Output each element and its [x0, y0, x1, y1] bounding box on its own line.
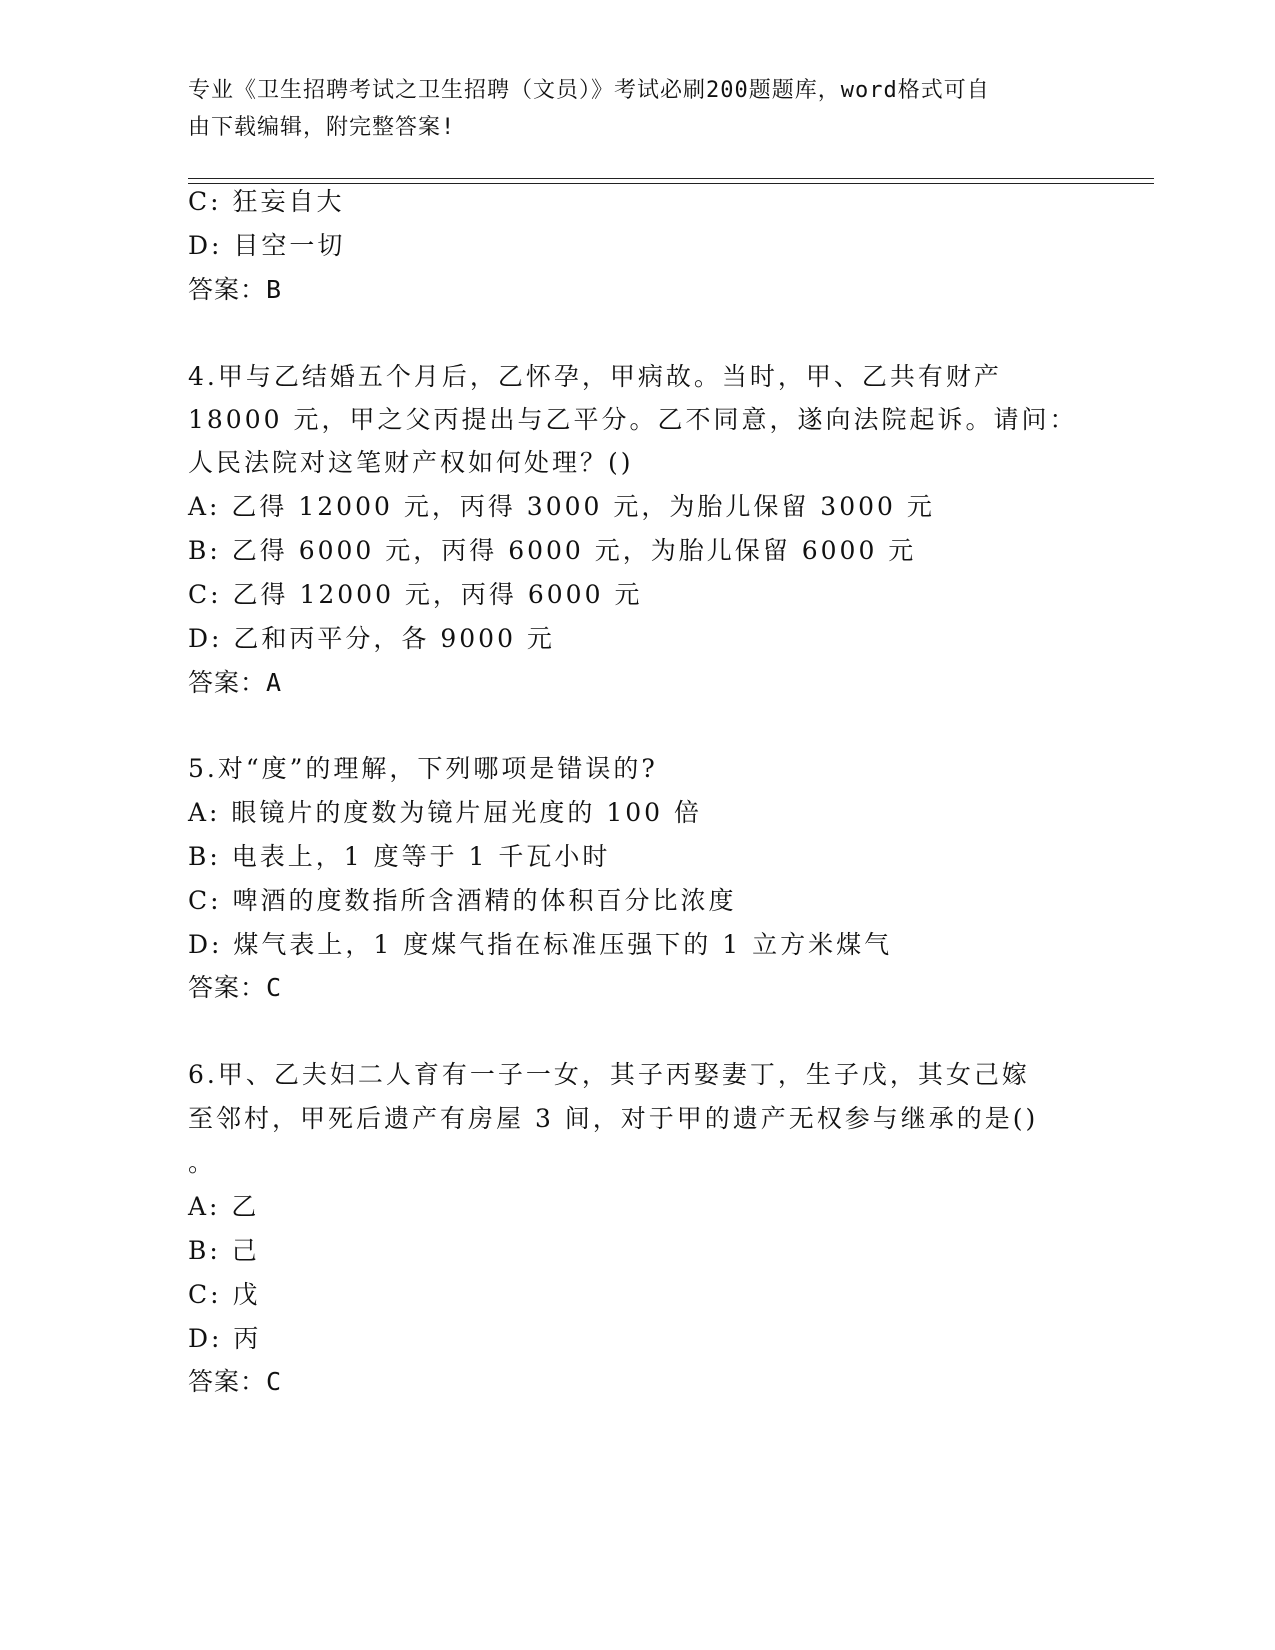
q4-stem-line-3: 人民法院对这笔财产权如何处理？()	[188, 448, 634, 477]
q6-option-c: C: 戊	[188, 1280, 261, 1309]
q3-option-c: C: 狂妄自大	[188, 187, 345, 216]
q6-stem-line-2: 至邻村，甲死后遗产有房屋 3 间，对于甲的遗产无权参与继承的是()	[188, 1104, 1039, 1133]
header-divider-bottom	[188, 183, 1154, 184]
q4-stem-line-1: 4.甲与乙结婚五个月后，乙怀孕，甲病故。当时，甲、乙共有财产	[188, 362, 1002, 391]
q4-stem-line-2: 18000 元，甲之父丙提出与乙平分。乙不同意，遂向法院起诉。请问：	[188, 405, 1078, 434]
q4-option-a: A: 乙得 12000 元，丙得 3000 元，为胎儿保留 3000 元	[188, 492, 935, 521]
q5-answer: 答案：C	[188, 973, 283, 1002]
q5-option-d: D: 煤气表上，1 度煤气指在标准压强下的 1 立方米煤气	[188, 930, 893, 959]
q4-answer: 答案：A	[188, 668, 283, 697]
q6-option-b: B: 己	[188, 1236, 260, 1265]
q3-answer: 答案：B	[188, 275, 283, 304]
q4-option-b: B: 乙得 6000 元，丙得 6000 元，为胎儿保留 6000 元	[188, 536, 917, 565]
q6-option-d: D: 丙	[188, 1324, 262, 1353]
q5-option-c: C: 啤酒的度数指所含酒精的体积百分比浓度	[188, 886, 737, 915]
q5-stem-line-1: 5.对“度”的理解，下列哪项是错误的?	[188, 754, 658, 783]
q5-option-b: B: 电表上，1 度等于 1 千瓦小时	[188, 842, 611, 871]
q6-stem-line-1: 6.甲、乙夫妇二人育有一子一女，其子丙娶妻丁，生子戊，其女己嫁	[188, 1060, 1030, 1089]
document-header	[188, 72, 1068, 146]
header-divider-top	[188, 178, 1154, 179]
q6-stem-line-3: 。	[188, 1148, 217, 1177]
q4-option-c: C: 乙得 12000 元，丙得 6000 元	[188, 580, 643, 609]
q6-option-a: A: 乙	[188, 1192, 260, 1221]
q5-option-a: A: 眼镜片的度数为镜片屈光度的 100 倍	[188, 798, 703, 827]
header-line-1: 专业《卫生招聘考试之卫生招聘（文员）》考试必刷200题题库，word格式可自	[188, 78, 990, 103]
q4-option-d: D: 乙和丙平分，各 9000 元	[188, 624, 555, 653]
q6-answer: 答案：C	[188, 1367, 283, 1396]
header-line-2: 由下载编辑，附完整答案!	[188, 115, 456, 140]
q3-option-d: D: 目空一切	[188, 231, 346, 260]
